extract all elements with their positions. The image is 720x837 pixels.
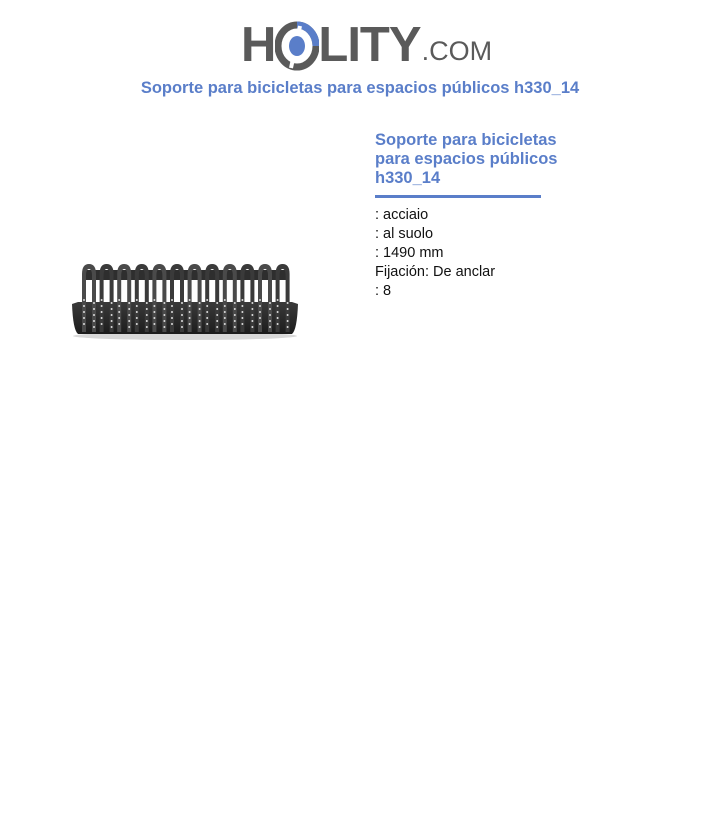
spec-installation: : al suolo — [375, 226, 434, 242]
spec-material: : acciaio — [375, 207, 429, 223]
spec-fixing: Fijación: De anclar — [375, 264, 496, 280]
brand-logo[interactable] — [241, 10, 492, 70]
bike-rack-image — [68, 252, 302, 344]
spec-places: : 8 — [375, 283, 392, 299]
logo-text-start: H — [241, 18, 276, 72]
product-title: Soporte para bicicletas para espacios públicos h330_14 — [375, 131, 558, 187]
title-divider — [375, 195, 541, 198]
logo-o-mark-icon — [275, 20, 319, 72]
logo-text-end: LITY — [318, 18, 421, 72]
product-image — [68, 252, 302, 344]
page-title: Soporte para bicicletas para espacios públicos h330_14 — [140, 79, 580, 97]
spec-length: : 1490 mm — [375, 245, 444, 261]
product-detail — [375, 131, 575, 301]
logo-suffix: .COM — [421, 36, 493, 66]
